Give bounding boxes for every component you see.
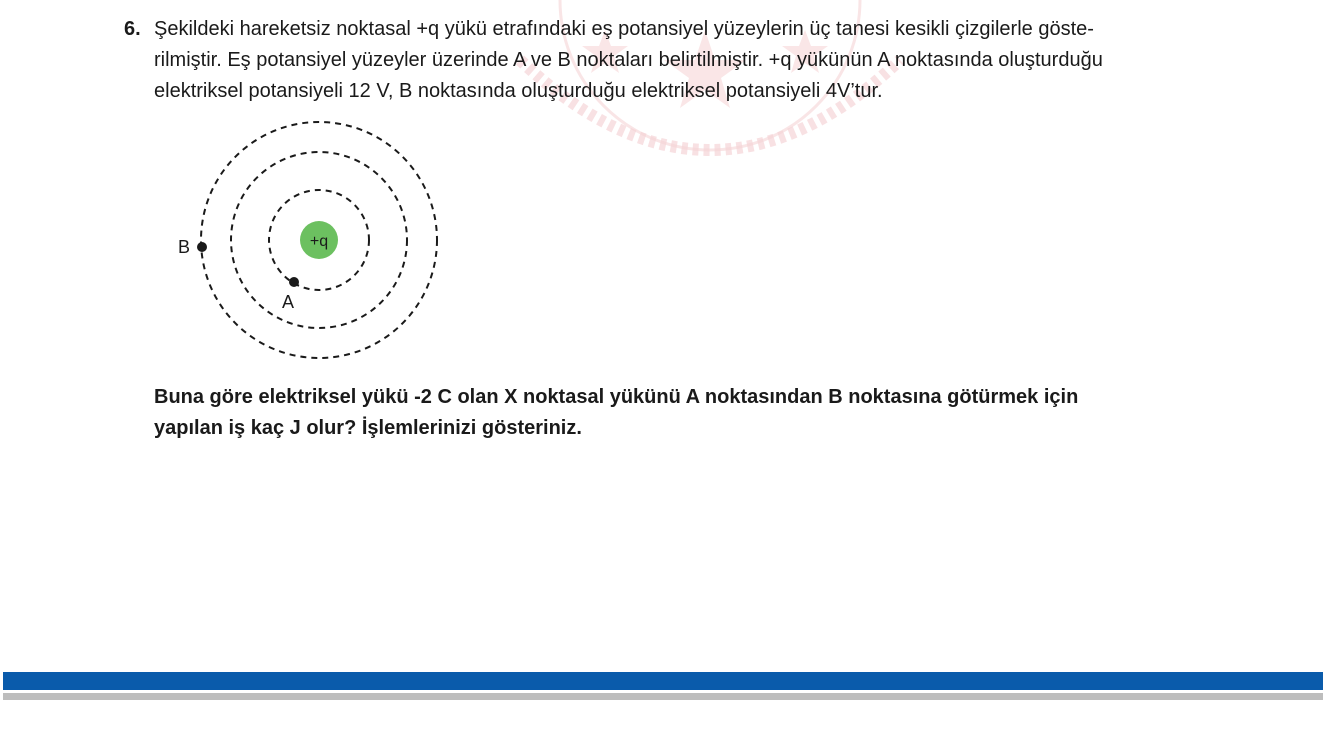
question-text — [154, 14, 1224, 107]
point-b-dot — [197, 242, 207, 252]
footer-bar-secondary — [3, 693, 1323, 700]
point-a-dot — [289, 277, 299, 287]
prompt-line: yapılan iş kaç J olur? İşlemlerinizi gösteriniz. — [154, 417, 582, 439]
point-b-label: B — [178, 237, 191, 257]
question-prompt — [154, 382, 1254, 444]
charge-label: +q — [309, 233, 329, 250]
question-line: Şekildeki hareketsiz noktasal +q yükü etrafındaki eş potansiyel yüzeylerin üç tanesi kesikli çizgilerle göste- — [154, 18, 1094, 40]
prompt-line: Buna göre elektriksel yükü -2 C olan X noktasal yükünü A noktasından B noktasına götürmek için — [154, 386, 1079, 408]
footer-bar-primary — [3, 672, 1323, 690]
question-line: rilmiştir. Eş potansiyel yüzeyler üzerinde A ve B noktaları belirtilmiştir. +q yükünün A noktasında oluşturduğu — [154, 49, 1103, 71]
point-a-label: A — [282, 292, 295, 312]
equipotential-diagram — [160, 110, 460, 370]
question-number: 6. — [124, 18, 141, 40]
question-line: elektriksel potansiyeli 12 V, B noktasında oluşturduğu elektriksel potansiyeli 4V’tur. — [154, 80, 883, 102]
